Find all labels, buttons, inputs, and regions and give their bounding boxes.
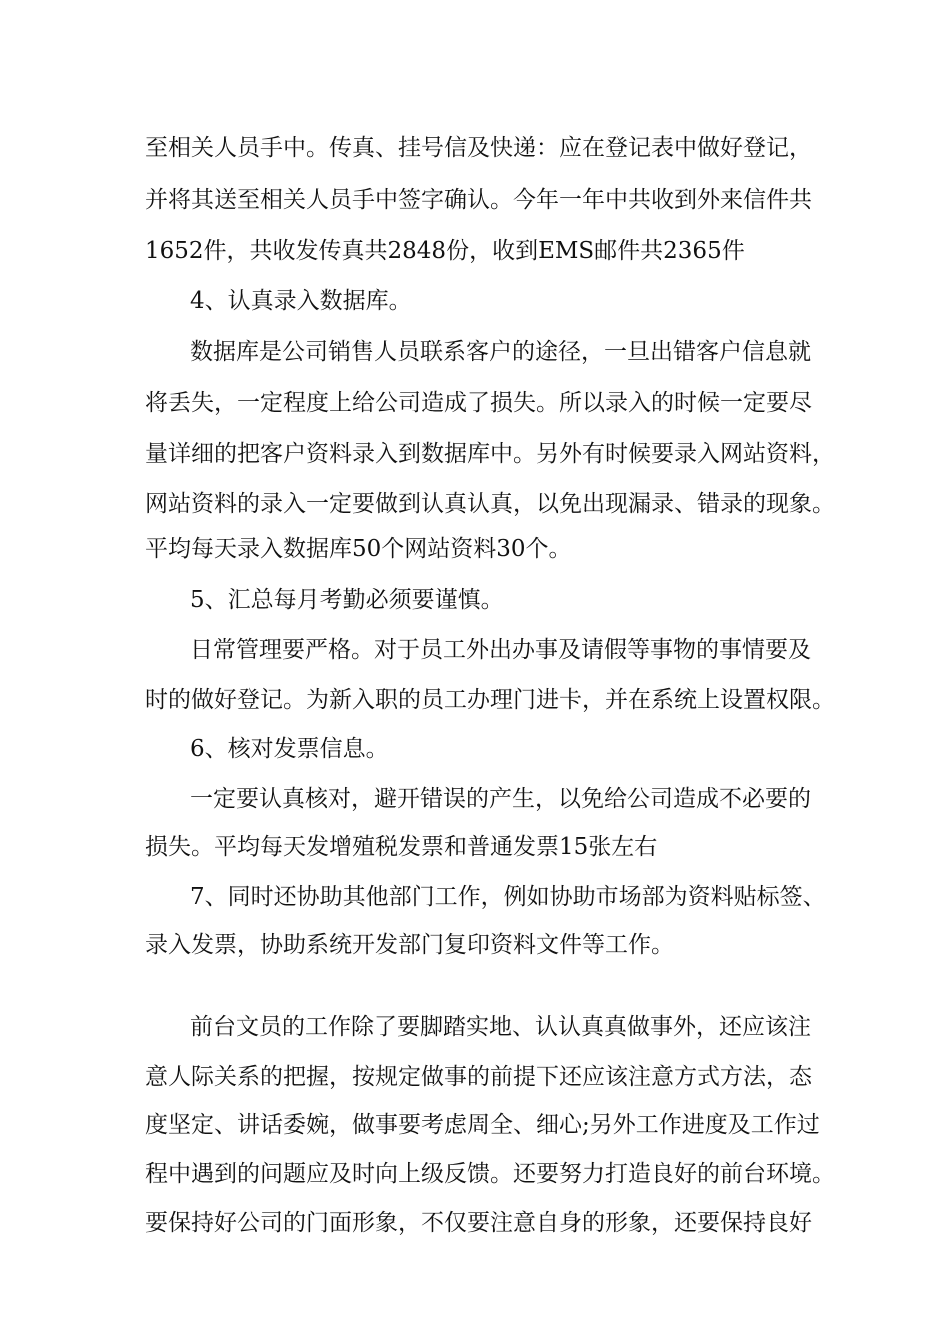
text-line: 录入发票，协助系统开发部门复印资料文件等工作。 [145,932,674,958]
text-line: 前台文员的工作除了要脚踏实地、认认真真做事外，还应该注 [190,1014,811,1040]
text-line: 损失。平均每天发增殖税发票和普通发票15张左右 [145,834,658,860]
text-line: 意人际关系的把握，按规定做事的前提下还应该注意方式方法，态 [145,1064,812,1090]
section-heading: 5、汇总每月考勤必须要谨慎。 [190,587,504,613]
section-heading: 6、核对发票信息。 [190,736,389,762]
text-line: 要保持好公司的门面形象，不仅要注意自身的形象，还要保持良好 [145,1210,812,1236]
text-line: 日常管理要严格。对于员工外出办事及请假等事物的事情要及 [190,637,811,663]
text-line: 时的做好登记。为新入职的员工办理门进卡，并在系统上设置权限。 [145,687,835,713]
text-line: 量详细的把客户资料录入到数据库中。另外有时候要录入网站资料， [145,441,835,467]
text-line: 一定要认真核对，避开错误的产生，以免给公司造成不必要的 [190,786,811,812]
text-line: 程中遇到的问题应及时向上级反馈。还要努力打造良好的前台环境。 [145,1161,835,1187]
text-line: 并将其送至相关人员手中签字确认。今年一年中共收到外来信件共 [145,187,812,213]
text-line: 1652件，共收发传真共2848份，收到EMS邮件共2365件 [145,238,745,264]
text-line: 至相关人员手中。传真、挂号信及快递：应在登记表中做好登记， [145,135,812,161]
text-line: 数据库是公司销售人员联系客户的途径，一旦出错客户信息就 [190,339,811,365]
section-heading: 7、同时还协助其他部门工作，例如协助市场部为资料贴标签、 [190,884,826,910]
text-line: 度坚定、讲话委婉，做事要考虑周全、细心;另外工作进度及工作过 [145,1112,820,1138]
text-line: 网站资料的录入一定要做到认真认真，以免出现漏录、错录的现象。 [145,491,835,517]
section-heading: 4、认真录入数据库。 [190,288,412,314]
text-line: 将丢失，一定程度上给公司造成了损失。所以录入的时候一定要尽 [145,390,812,416]
text-line: 平均每天录入数据库50个网站资料30个。 [145,536,572,562]
